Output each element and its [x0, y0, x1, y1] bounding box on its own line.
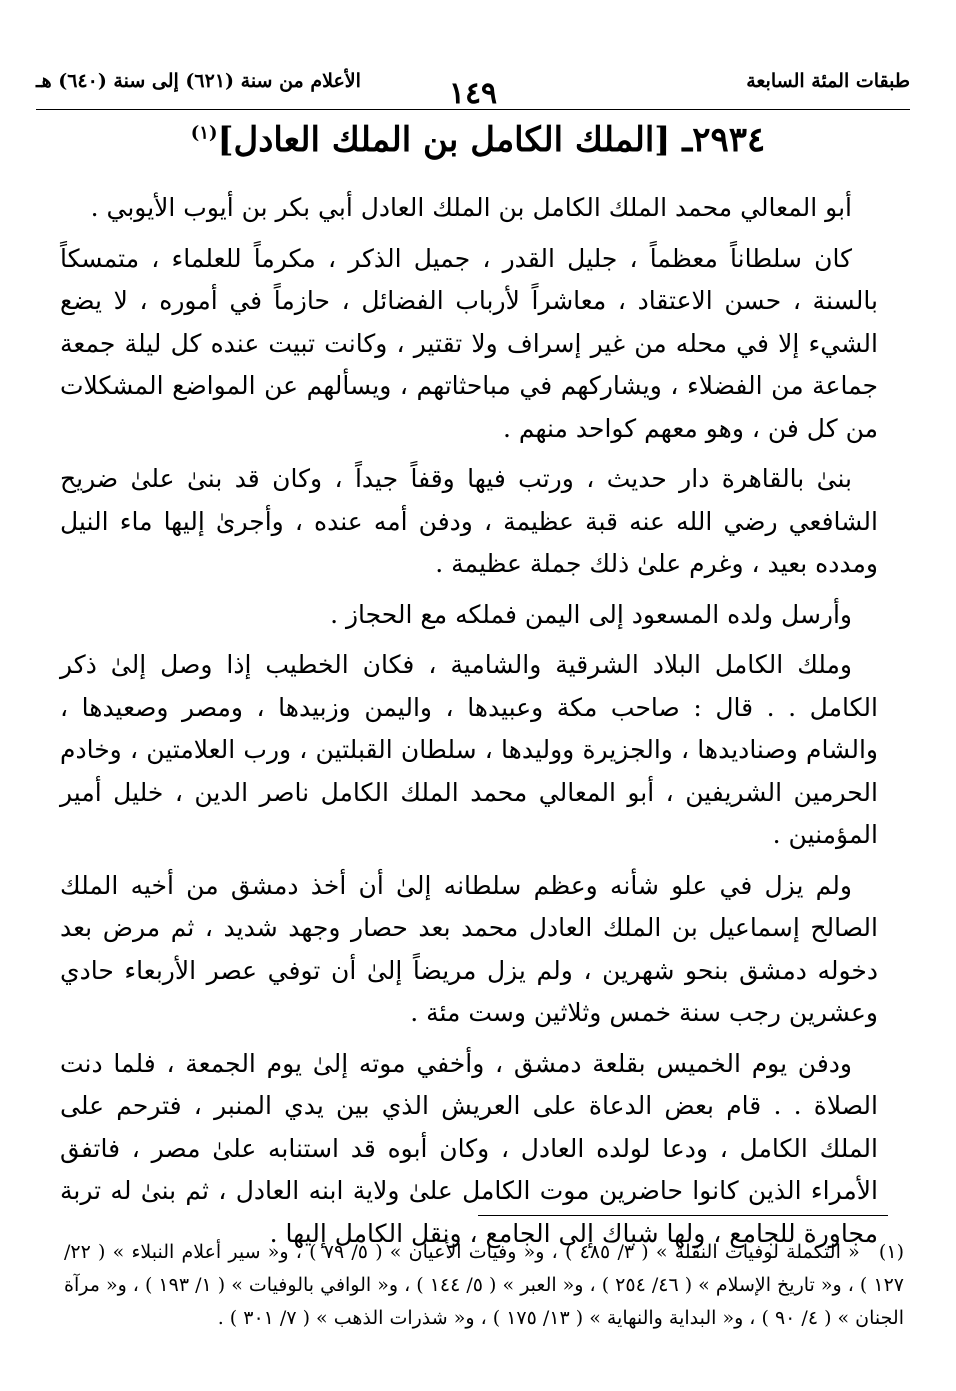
footnote-divider — [478, 1215, 888, 1216]
entry-title-text: ٢٩٣٤ـ [الملك الكامل بن الملك العادل] — [217, 120, 766, 160]
footnote — [64, 1236, 904, 1335]
paragraph-death: ولم يزل في علو شأنه وعظم سلطانه إلىٰ أن أخذ دمشق من أخيه الملك الصالح إسماعيل بن الملك العادل محمد بعد حصار وجهد شديد ، ثم مرض بعد دخوله دمشق بنحو شهرين ، ولم يزل مريضاً إلىٰ أن توفي عصر الأربعاء حادي وعشرين رجب سنة خمس وثلاثين وست مئة . — [60, 870, 878, 1027]
paragraph-khutba: وملك الكامل البلاد الشرقية والشامية ، فكان الخطيب إذا وصل إلىٰ ذكر الكامل . . قال : صاحب مكة وعبيدها ، واليمن وزبيدها ، ومصر وصعيدها ، والشام وصناديدها ، والجزيرة ووليدها ، سلطان القبلتين ، ورب العلامتين ، وخادم الحرمين الشريفين ، أبو المعالي محمد الملك الكامل ناصر الدين ، خليل أمير المؤمنين . — [60, 650, 878, 849]
paragraph-burial: ودفن يوم الخميس بقلعة دمشق ، وأخفي موته إلىٰ يوم الجمعة ، فلما دنت الصلاة . . قام بعض الدعاة على العريش الذي بين يدي المنبر ، فترحم على الملك الكامل ، ودعا لولده العادل ، وكان أبوه قد استنابه علىٰ مصر ، فاتفق الأمراء الذين كانوا حاضرين موت الكامل علىٰ ولاية ابنه العادل ، ثم بنىٰ له تربة مجاورة للجامع ، ولها شباك إلى الجامع ، ونقل الكامل إليها . — [60, 1048, 878, 1248]
year-range-title: الأعلام من سنة (٦٢١) إلى سنة (٦٤٠) هـ — [36, 70, 361, 92]
paragraph-buildings: بنىٰ بالقاهرة دار حديث ، ورتب فيها وقفاً جيداً ، وكان قد بنىٰ علىٰ ضريح الشافعي رضي الله عنه قبة عظيمة ، ودفن أمه عنده ، وأجرىٰ إليها ماء النيل ومدده بعيد ، وغرم علىٰ ذلك جملة عظيمة . — [60, 464, 878, 578]
paragraph-name: أبو المعالي محمد الملك الكامل بن الملك العادل أبي بكر بن أيوب الأيوبي . — [90, 193, 852, 222]
page-number: ١٤٩ — [448, 76, 498, 111]
footnote-number: (١) — [878, 1241, 904, 1263]
running-head — [36, 70, 910, 110]
paragraph-yemen: وأرسل ولده المسعود إلى اليمن فملكه مع الحجاز . — [330, 599, 852, 629]
paragraph-character: كان سلطاناً معظماً ، جليل القدر ، جميل الذكر ، مكرماً للعلماء ، متمسكاً بالسنة ، حسن الاعتقاد ، معاشراً لأرباب الفضائل ، حازماً في أموره ، لا يضع الشيء إلا في محله من غير إسراف ولا تقتير ، وكانت تبيت عنده كل ليلة جمعة جماعة من الفضلاء ، ويشاركهم في مباحثاتهم ، ويسألهم عن المواضع المشكلات من كل فن ، وهو معهم كواحد منهم . — [60, 243, 878, 443]
entry-body — [60, 187, 878, 1263]
header-divider — [36, 109, 910, 110]
footnote-text: « التكملة لوفيات النقلة » ( ٣/ ٤٨٥ ) ، و« وفيات الأعيان » ( ٥/ ٧٩ ) ، و« سير أعلام النبلاء » ( ٢٢/ ١٢٧ ) ، و« تاريخ الإسلام » ( ٤٦/ ٢٥٤ ) ، و« العبر » ( ٥/ ١٤٤ ) ، و« الوافي بالوفيات » ( ١/ ١٩٣ ) ، و« مرآة الجنان » ( ٤/ ٩٠ ) ، و« البداية والنهاية » ( ١٣/ ١٧٥ ) ، و« شذرات الذهب » ( ٧/ ٣٠١ ) . — [64, 1241, 904, 1329]
book-section-title: طبقات المئة السابعة — [746, 70, 910, 92]
entry-title — [40, 120, 916, 160]
footnote-reference: (١) — [190, 122, 218, 144]
